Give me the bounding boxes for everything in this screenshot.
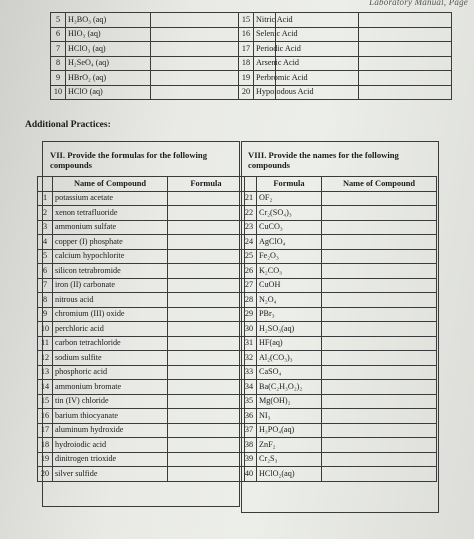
table-row <box>242 278 437 293</box>
formula-cell: ZnF₂ <box>257 438 322 453</box>
row-number: 2 <box>38 206 53 221</box>
row-number: 7 <box>38 278 53 293</box>
table-row <box>38 235 245 250</box>
name-answer-cell[interactable] <box>322 278 437 293</box>
formula-cell: CuCO₃ <box>257 220 322 235</box>
name-answer-cell[interactable] <box>322 394 437 409</box>
row-number: 20 <box>239 85 254 100</box>
table-row <box>38 394 245 409</box>
table-row <box>38 206 245 221</box>
formula-cell: Mg(OH)₂ <box>257 394 322 409</box>
row-number: 5 <box>38 249 53 264</box>
formula-answer-cell[interactable] <box>168 452 245 467</box>
row-number: 36 <box>242 409 257 424</box>
compound-name-cell: barium thiocyanate <box>53 409 168 424</box>
row-number: 7 <box>51 42 66 57</box>
compound-name-cell: hydroiodic acid <box>53 438 168 453</box>
table-row <box>38 438 245 453</box>
formula-answer-cell[interactable] <box>168 191 245 206</box>
formula-answer-cell[interactable] <box>168 423 245 438</box>
compound-name-cell: silver sulfide <box>53 467 168 482</box>
name-answer-cell[interactable] <box>322 220 437 235</box>
row-number: 9 <box>51 71 66 86</box>
table-row <box>242 365 437 380</box>
additional-practices-heading: Additional Practices: <box>25 120 111 130</box>
table-row <box>38 467 245 482</box>
acid-name-cell: Selenic Acid <box>254 27 359 42</box>
row-number: 13 <box>38 365 53 380</box>
acid-name-cell: Nitric Acid <box>254 13 359 28</box>
table-row <box>242 191 437 206</box>
compound-name-cell: aluminum hydroxide <box>53 423 168 438</box>
table-row <box>38 365 245 380</box>
name-of-compound-header: Name of Compound <box>53 177 168 192</box>
table-row <box>38 380 245 395</box>
row-number: 37 <box>242 423 257 438</box>
row-number: 40 <box>242 467 257 482</box>
table-row <box>38 278 245 293</box>
formula-cell: Al₂(CO₃)₃ <box>257 351 322 366</box>
name-answer-cell[interactable] <box>322 293 437 308</box>
formula-answer-cell[interactable] <box>168 278 245 293</box>
table-row <box>239 42 452 57</box>
table-row <box>38 307 245 322</box>
formula-cell: K₂CO₃ <box>257 264 322 279</box>
acid-name-cell: Arsenic Acid <box>254 56 359 71</box>
answer-cell[interactable] <box>359 71 452 86</box>
table-row <box>239 56 452 71</box>
formula-header: Formula <box>257 177 322 192</box>
formula-answer-cell[interactable] <box>168 336 245 351</box>
formula-answer-cell[interactable] <box>168 438 245 453</box>
row-number: 34 <box>242 380 257 395</box>
row-number: 31 <box>242 336 257 351</box>
formula-cell: HIO₃ (aq) <box>66 27 151 42</box>
formula-answer-cell[interactable] <box>168 394 245 409</box>
formula-cell: HBrO₂ (aq) <box>66 71 151 86</box>
number-header <box>38 177 53 192</box>
row-number: 15 <box>38 394 53 409</box>
row-number: 17 <box>38 423 53 438</box>
row-number: 19 <box>38 452 53 467</box>
row-number: 6 <box>38 264 53 279</box>
formula-answer-cell[interactable] <box>168 206 245 221</box>
table-row <box>239 71 452 86</box>
formula-cell: Cr₂S₃ <box>257 452 322 467</box>
name-answer-cell[interactable] <box>322 307 437 322</box>
table-row <box>242 336 437 351</box>
formula-cell: HClO (aq) <box>66 85 151 100</box>
row-number: 27 <box>242 278 257 293</box>
row-number: 28 <box>242 293 257 308</box>
row-number: 8 <box>38 293 53 308</box>
formula-answer-cell[interactable] <box>168 249 245 264</box>
table-row <box>242 235 437 250</box>
formula-answer-cell[interactable] <box>168 351 245 366</box>
name-answer-cell[interactable] <box>322 351 437 366</box>
answer-cell[interactable] <box>359 42 452 57</box>
formula-answer-cell[interactable] <box>168 322 245 337</box>
name-answer-cell[interactable] <box>322 365 437 380</box>
table-row <box>242 452 437 467</box>
compound-name-cell: dinitrogen trioxide <box>53 452 168 467</box>
row-number: 26 <box>242 264 257 279</box>
answer-cell[interactable] <box>359 13 452 28</box>
formula-answer-cell[interactable] <box>168 235 245 250</box>
section-viii-title: VIII. Provide the names for the following compounds <box>248 150 399 170</box>
row-number: 30 <box>242 322 257 337</box>
table-row <box>239 27 452 42</box>
name-answer-cell[interactable] <box>322 264 437 279</box>
table-row <box>242 409 437 424</box>
row-number: 29 <box>242 307 257 322</box>
table-row <box>38 322 245 337</box>
section-vii-table <box>37 176 245 482</box>
formula-cell: OF₂ <box>257 191 322 206</box>
compound-name-cell: sodium sulfite <box>53 351 168 366</box>
row-number: 32 <box>242 351 257 366</box>
section-viii-table <box>241 176 437 482</box>
table-row <box>239 85 452 100</box>
formula-answer-cell[interactable] <box>168 467 245 482</box>
acid-name-cell: Periodic Acid <box>254 42 359 57</box>
row-number: 1 <box>38 191 53 206</box>
acid-name-cell: Hypoiodous Acid <box>254 85 359 100</box>
row-number: 39 <box>242 452 257 467</box>
row-number: 9 <box>38 307 53 322</box>
formula-answer-cell[interactable] <box>168 380 245 395</box>
row-number: 4 <box>38 235 53 250</box>
formula-cell: Cr₂(SO₄)₃ <box>257 206 322 221</box>
row-number: 6 <box>51 27 66 42</box>
compound-name-cell: iron (II) carbonate <box>53 278 168 293</box>
row-number: 21 <box>242 191 257 206</box>
row-number: 14 <box>38 380 53 395</box>
formula-answer-cell[interactable] <box>168 220 245 235</box>
row-number: 25 <box>242 249 257 264</box>
table-row <box>38 351 245 366</box>
table-row <box>38 336 245 351</box>
formula-cell: H₂SeO₄ (aq) <box>66 56 151 71</box>
formula-cell: N₂O₄ <box>257 293 322 308</box>
row-number: 17 <box>239 42 254 57</box>
name-answer-cell[interactable] <box>322 380 437 395</box>
compound-name-cell: tin (IV) chloride <box>53 394 168 409</box>
row-number: 24 <box>242 235 257 250</box>
row-number: 23 <box>242 220 257 235</box>
compound-name-cell: silicon tetrabromide <box>53 264 168 279</box>
row-number: 20 <box>38 467 53 482</box>
formula-cell: Ba(C₂H₃O₂)₂ <box>257 380 322 395</box>
name-answer-cell[interactable] <box>322 249 437 264</box>
table-row <box>38 220 245 235</box>
compound-name-cell: chromium (III) oxide <box>53 307 168 322</box>
formula-cell: H₃PO₄(aq) <box>257 423 322 438</box>
table-row <box>242 351 437 366</box>
section-vii-title: VII. Provide the formulas for the following compounds <box>50 150 207 170</box>
name-answer-cell[interactable] <box>322 322 437 337</box>
name-answer-cell[interactable] <box>322 409 437 424</box>
formula-answer-cell[interactable] <box>168 365 245 380</box>
formula-cell: Fe₂O₃ <box>257 249 322 264</box>
table-row <box>239 13 452 28</box>
row-number: 22 <box>242 206 257 221</box>
row-number: 18 <box>38 438 53 453</box>
compound-name-cell: nitrous acid <box>53 293 168 308</box>
table-row <box>242 249 437 264</box>
compound-name-cell: copper (I) phosphate <box>53 235 168 250</box>
formula-cell: HClO₂(aq) <box>257 467 322 482</box>
name-answer-cell[interactable] <box>322 206 437 221</box>
table-row <box>242 423 437 438</box>
formula-cell: NI₃ <box>257 409 322 424</box>
table-row <box>242 380 437 395</box>
row-number: 16 <box>239 27 254 42</box>
row-number: 15 <box>239 13 254 28</box>
row-number: 38 <box>242 438 257 453</box>
number-header <box>242 177 257 192</box>
name-answer-cell[interactable] <box>322 467 437 482</box>
answer-cell[interactable] <box>359 27 452 42</box>
formula-cell: CaSO₄ <box>257 365 322 380</box>
formula-cell: H₂SO₃(aq) <box>257 322 322 337</box>
row-number: 10 <box>51 85 66 100</box>
row-number: 33 <box>242 365 257 380</box>
compound-name-cell: potassium acetate <box>53 191 168 206</box>
row-number: 35 <box>242 394 257 409</box>
compound-name-cell: xenon tetrafluoride <box>53 206 168 221</box>
acid-name-cell: Perbromic Acid <box>254 71 359 86</box>
compound-name-cell: phosphoric acid <box>53 365 168 380</box>
row-number: 8 <box>51 56 66 71</box>
name-answer-cell[interactable] <box>322 438 437 453</box>
compound-name-cell: calcium hypochlorite <box>53 249 168 264</box>
table-row <box>242 467 437 482</box>
compound-name-cell: carbon tetrachloride <box>53 336 168 351</box>
table-row <box>242 394 437 409</box>
compound-name-cell: perchloric acid <box>53 322 168 337</box>
name-answer-cell[interactable] <box>322 191 437 206</box>
table-row <box>38 264 245 279</box>
formula-cell: HClO₃ (aq) <box>66 42 151 57</box>
formula-cell: AgClO₄ <box>257 235 322 250</box>
row-number: 12 <box>38 351 53 366</box>
row-number: 3 <box>38 220 53 235</box>
name-answer-cell[interactable] <box>322 235 437 250</box>
table-row <box>242 293 437 308</box>
table-row <box>38 423 245 438</box>
table-row <box>242 322 437 337</box>
compound-name-cell: ammonium bromate <box>53 380 168 395</box>
row-number: 16 <box>38 409 53 424</box>
formula-answer-cell[interactable] <box>168 293 245 308</box>
name-answer-cell[interactable] <box>322 423 437 438</box>
compound-name-cell: ammonium sulfate <box>53 220 168 235</box>
table-row <box>242 206 437 221</box>
table-row <box>38 409 245 424</box>
row-number: 10 <box>38 322 53 337</box>
formula-cell: CuOH <box>257 278 322 293</box>
table-row <box>38 293 245 308</box>
table-row <box>38 249 245 264</box>
formula-cell: H₃BO₃ (aq) <box>66 13 151 28</box>
row-number: 5 <box>51 13 66 28</box>
name-of-compound-header: Name of Compound <box>322 177 437 192</box>
page-header: Laboratory Manual, Page <box>369 0 468 7</box>
name-answer-cell[interactable] <box>322 336 437 351</box>
table-row <box>242 438 437 453</box>
row-number: 11 <box>38 336 53 351</box>
acid-formula-table-right <box>238 12 452 100</box>
row-number: 18 <box>239 56 254 71</box>
name-answer-cell[interactable] <box>322 452 437 467</box>
table-row <box>242 307 437 322</box>
formula-header: Formula <box>168 177 245 192</box>
formula-answer-cell[interactable] <box>168 307 245 322</box>
formula-answer-cell[interactable] <box>168 409 245 424</box>
answer-cell[interactable] <box>359 56 452 71</box>
table-row <box>38 452 245 467</box>
formula-answer-cell[interactable] <box>168 264 245 279</box>
table-row <box>242 264 437 279</box>
table-row <box>242 220 437 235</box>
row-number: 19 <box>239 71 254 86</box>
formula-cell: HF(aq) <box>257 336 322 351</box>
table-row <box>38 191 245 206</box>
answer-cell[interactable] <box>359 85 452 100</box>
formula-cell: PBr₃ <box>257 307 322 322</box>
